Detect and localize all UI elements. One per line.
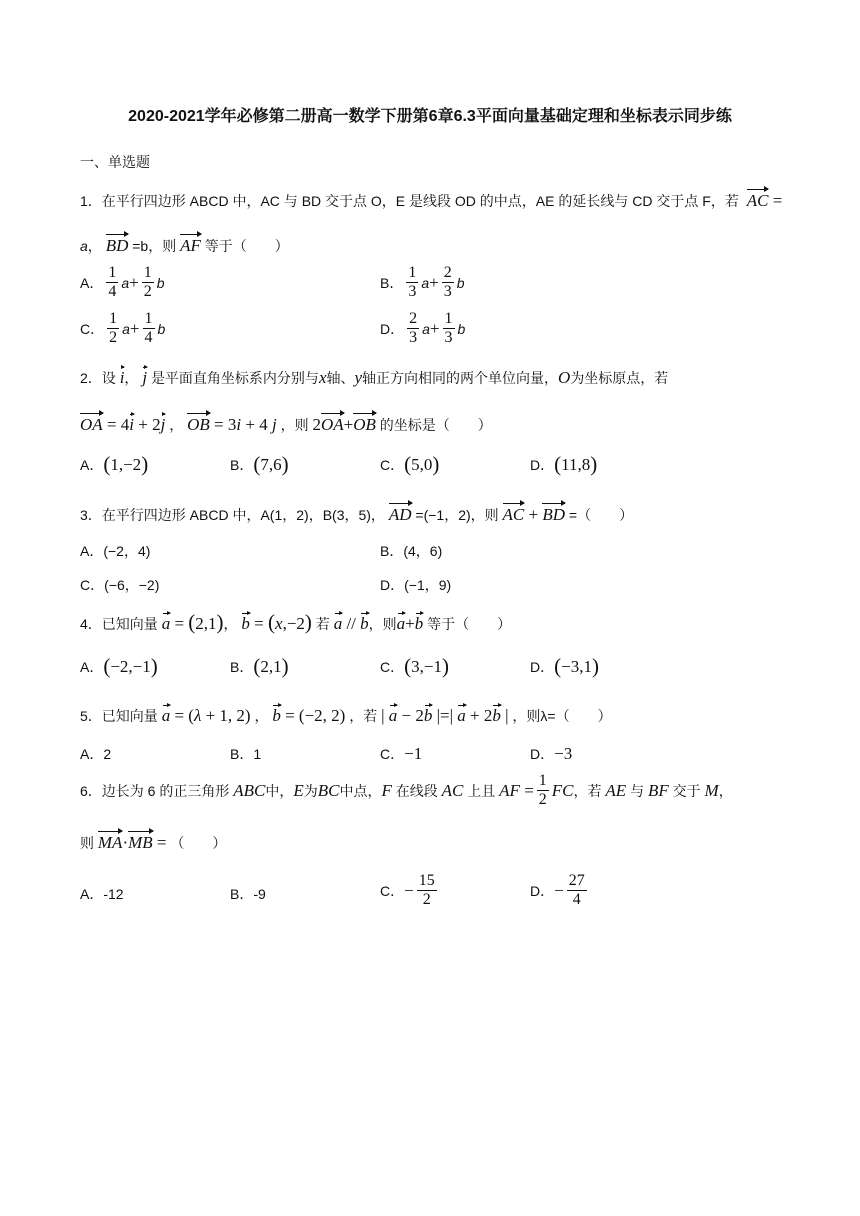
question-1-line-1: 1．在平行四边形 ABCD 中，AC 与 BD 交于点 O，E 是线段 OD 的中点，AE 的延长线与 CD 交于点 F，若 AC = (80, 186, 782, 211)
q1-option-a[interactable]: A． $\frac{1}{4}$ a + $\frac{1}{2}$ b (80, 264, 165, 300)
question-2-line-1: 2．设 i， j 是平面直角坐标系内分别与x轴、y轴正方向相同的两个单位向量，O为坐标原点，若 (80, 364, 668, 388)
q1-option-d[interactable]: D． $\frac{2}{3}$ a + $\frac{1}{3}$ b (380, 310, 466, 346)
q6-option-c[interactable]: C． − $\frac{15}{2}$ (380, 872, 435, 908)
q5-option-b[interactable]: B． 1 (230, 746, 262, 762)
q1-option-c[interactable]: C． $\frac{1}{2}$ a + $\frac{1}{4}$ b (80, 310, 166, 346)
q3-option-c[interactable]: C． (−6，−2) (80, 577, 160, 593)
question-6-line-1: 6．边长为 6 的正三角形 ABC 中， E 为 BC 中点， F 在线段 AC 上且 AF = $\frac{1}{2}$ FC ，若 AE 与 BF 交于 M ， (80, 772, 733, 808)
q6-option-b[interactable]: B． -9 (230, 886, 266, 902)
q2-option-b[interactable]: B． ( 7,6 ) (230, 452, 289, 476)
question-4-line: 4．已知向量 a = (2,1)， b = (x,−2) 若 a // b，则a+b 等于（ ） (80, 610, 512, 634)
q1-option-b[interactable]: B． $\frac{1}{3}$ a + $\frac{2}{3}$ b (380, 264, 465, 300)
q3-option-d[interactable]: D． (−1，9) (380, 577, 452, 593)
q4-option-c[interactable]: C． ( 3,−1 ) (380, 654, 449, 678)
q3-option-b[interactable]: B． (4，6) (380, 543, 443, 559)
q5-option-a[interactable]: A． 2 (80, 746, 112, 762)
q5-option-d[interactable]: D． −3 (530, 744, 573, 763)
q6-option-a[interactable]: A． -12 (80, 886, 124, 902)
q2-option-c[interactable]: C． ( 5,0 ) (380, 452, 440, 476)
question-2-line-2: OA = 4i + 2j ， OB = 3i + 4 j ，则 2OA+OB 的坐标是（ ） (80, 410, 492, 435)
question-6-line-2: 则 MA·MB = （ ） (80, 828, 226, 853)
q5-option-c[interactable]: C． −1 (380, 744, 423, 763)
q6-option-d[interactable]: D． − $\frac{27}{4}$ (530, 872, 585, 908)
q3-option-a[interactable]: A． (−2，4) (80, 543, 151, 559)
question-1-line-2: a， BD =b，则 AF 等于（ ） (80, 231, 289, 256)
q2-option-a[interactable]: A． ( 1,−2 ) (80, 452, 149, 476)
section-heading: 一、单选题 (80, 154, 150, 170)
q4-option-d[interactable]: D． ( −3,1 ) (530, 654, 599, 678)
q2-option-d[interactable]: D． ( 11,8 ) (530, 452, 598, 476)
question-5-line: 5．已知向量 a = (λ + 1, 2) ， b = (−2, 2) ，若 | a − 2b |=| a + 2b | ，则λ=（ ） (80, 702, 612, 726)
page-title: 2020-2021学年必修第二册高一数学下册第6章6.3平面向量基础定理和坐标表示同步练 (128, 108, 732, 125)
q4-option-a[interactable]: A． ( −2,−1 ) (80, 654, 158, 678)
question-3-line: 3．在平行四边形 ABCD 中，A(1，2)，B(3，5)， AD =(−1，2)，则 AC + BD =（ ） (80, 500, 633, 525)
q4-option-b[interactable]: B． ( 2,1 ) (230, 654, 289, 678)
